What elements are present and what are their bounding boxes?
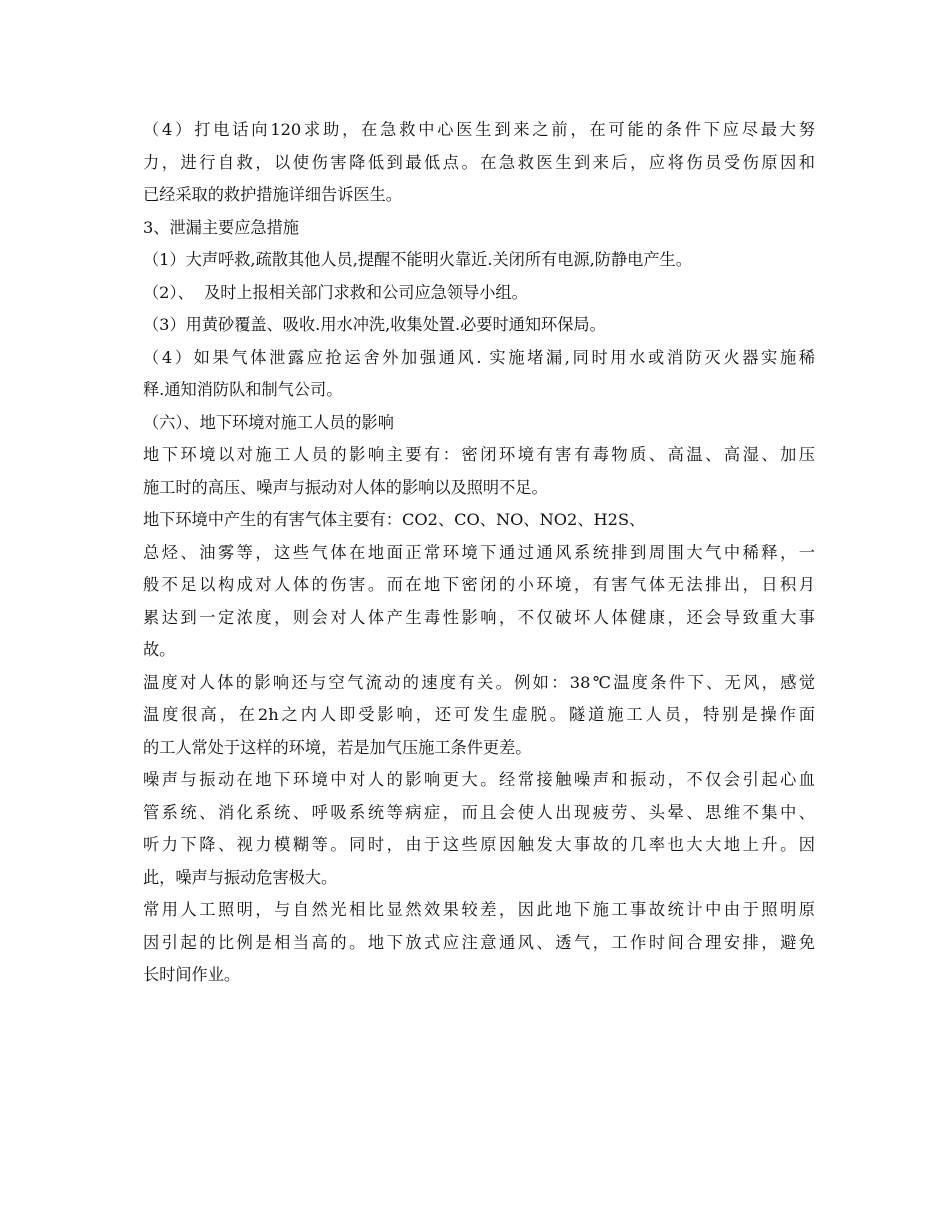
text-line: 施工时的高压、噪声与振动对人体的影响以及照明不足。	[143, 477, 548, 497]
text-line: 此，噪声与振动危害极大。	[143, 867, 338, 887]
text-line: 因引起的比例是相当高的。地下放式应注意通风、透气，工作时间合理安排，避免	[143, 932, 815, 952]
text-line: 般不足以构成对人体的伤害。而在地下密闭的小环境，有害气体无法排出，日积月	[143, 575, 815, 594]
list-item-leak-3	[143, 309, 815, 342]
text-line: （4）如果气体泄露应抢运舍外加强通风. 实施堵漏,同时用水或消防灭火器实施稀	[143, 347, 815, 367]
list-item-leak-4	[143, 342, 815, 407]
paragraph-underground-impacts	[143, 439, 815, 504]
text-line: 力，进行自救，以使伤害降低到最低点。在急救医生到来后，应将伤员受伤原因和	[143, 152, 815, 172]
text-line: 常用人工照明，与自然光相比显然效果较差，因此地下施工事故统计中由于照明原	[143, 900, 815, 919]
text-line: （六）、地下环境对施工人员的影响	[143, 412, 394, 432]
text-line: 故。	[143, 640, 176, 659]
text-line: 已经采取的救护措施详细告诉医生。	[143, 185, 402, 204]
text-line: （2）、 及时上报相关部门求救和公司应急领导小组。	[143, 282, 528, 302]
text-line: 释.通知消防队和制气公司。	[143, 380, 343, 399]
text-line: 地下环境以对施工人员的影响主要有：密闭环境有害有毒物质、高温、高湿、加压	[143, 445, 815, 464]
paragraph-harmful-gases	[143, 504, 815, 537]
document-body	[143, 114, 815, 992]
text-line: （4）打电话向120求助，在急救中心医生到来之前，在可能的条件下应尽最大努	[143, 120, 815, 139]
text-line: 长时间作业。	[143, 965, 241, 984]
paragraph-temperature	[143, 667, 815, 765]
text-line: 管系统、消化系统、呼吸系统等病症，而且会使人出现疲劳、头晕、思维不集中、	[143, 802, 815, 822]
paragraph-gas-effects	[143, 537, 815, 667]
text-line: 温度很高，在2h之内人即受影响，还可发生虚脱。隧道施工人员，特别是操作面	[143, 705, 815, 724]
list-item-leak-2	[143, 277, 815, 310]
text-line: 温度对人体的影响还与空气流动的速度有关。例如：38℃温度条件下、无风，感觉	[143, 672, 815, 692]
section-heading-leak-measures	[143, 212, 815, 245]
text-line: 听力下降、视力模糊等。同时，由于这些原因触发大事故的几率也大大地上升。因	[143, 835, 815, 854]
list-item-leak-1	[143, 244, 815, 277]
text-line: 3、泄漏主要应急措施	[143, 217, 299, 237]
section-heading-underground-environment	[143, 407, 815, 440]
text-line: 的工人常处于这样的环境，若是加气压施工条件更差。	[143, 737, 532, 757]
paragraph-lighting	[143, 894, 815, 992]
paragraph-noise-vibration	[143, 764, 815, 894]
text-line: 总烃、油雾等，这些气体在地面正常环境下通过通风系统排到周围大气中稀释，一	[143, 542, 815, 562]
text-line: （1）大声呼救,疏散其他人员,提醒不能明火靠近.关闭所有电源,防静电产生。	[143, 250, 692, 269]
text-line: 噪声与振动在地下环境中对人的影响更大。经常接触噪声和振动，不仅会引起心血	[143, 770, 815, 789]
paragraph-first-aid-call	[143, 114, 815, 212]
text-line: 地下环境中产生的有害气体主要有：CO2、CO、NO、NO2、H2S、	[143, 510, 646, 529]
text-line: （3）用黄砂覆盖、吸收.用水冲洗,收集处置.必要时通知环保局。	[143, 315, 606, 334]
text-line: 累达到一定浓度，则会对人体产生毒性影响，不仅破坏人体健康，还会导致重大事	[143, 607, 815, 627]
